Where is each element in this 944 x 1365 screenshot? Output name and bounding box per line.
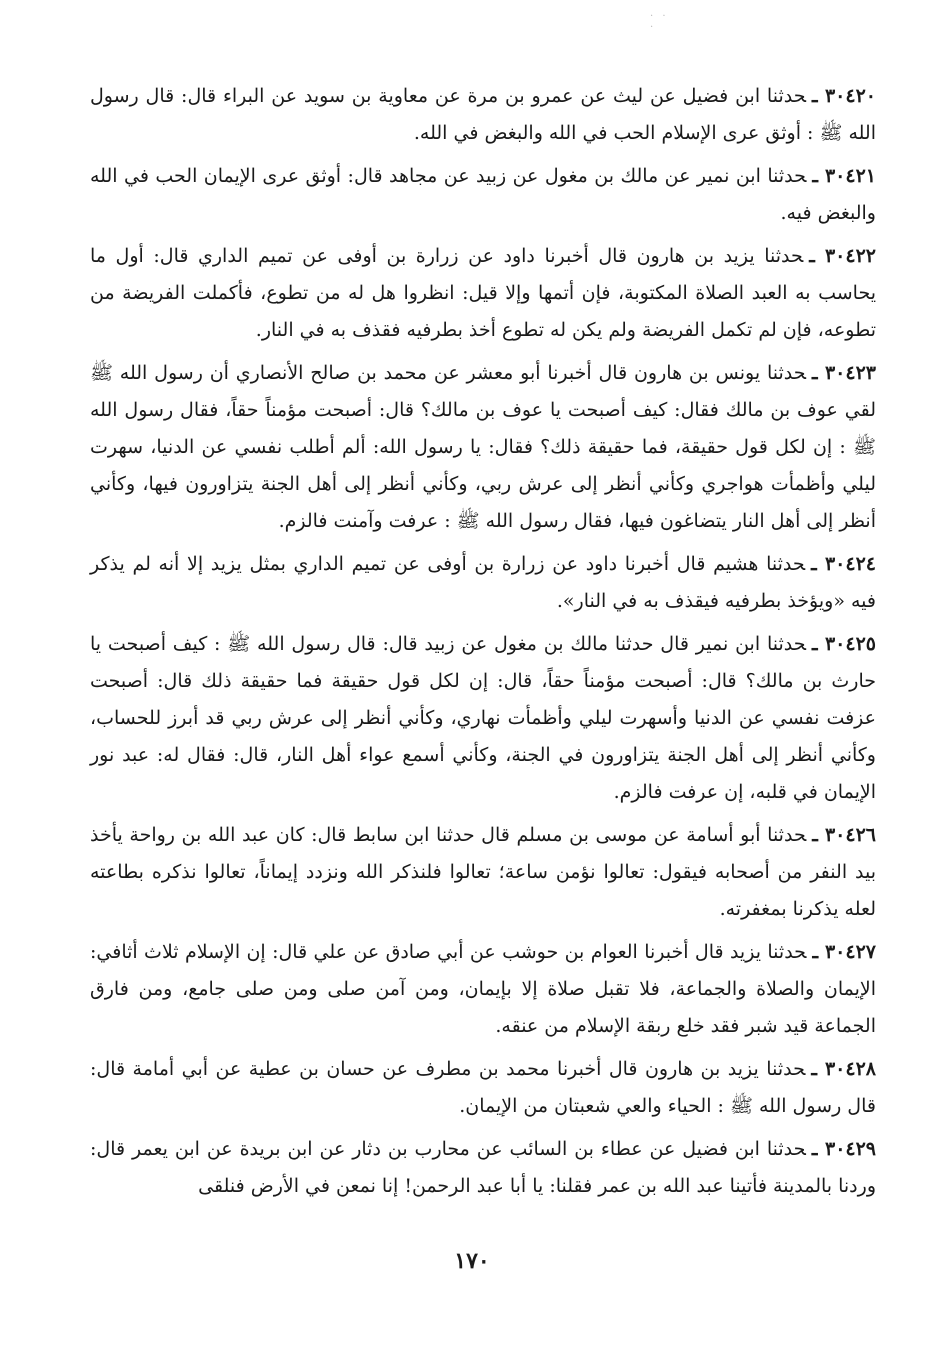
hadith-text: حدثنا ابن نمير قال حدثنا مالك بن مغول عن زبيد قال: قال رسول الله ﷺ : كيف أصبحت يا حارث بن مالك؟ قال: أصبحت مؤمناً حقاً، قال: إن لكل قول حقيقة فما حقيقة ذلك قال: أصبحت عزفت نفسي عن الدنيا وأسهرت ليلي وأظمأت نهاري، وكأني أنظر إلى عرش ربي قد أبرز للحساب، وكأني أنظر إلى أهل الجنة يتزاورون في الجنة، وكأني أسمع عواء أهل النار، قال: فقال له: عبد نور الإيمان في قلبه، إن عرفت فالزم. [90,633,876,803]
hadith-entry-30425 [90,626,876,811]
hadith-text: حدثنا يزيد بن هارون قال أخبرنا داود عن زرارة بن أوفى عن تميم الداري قال: أول ما يحاسب به العبد الصلاة المكتوبة، فإن أتمها وإلا قيل: انظروا هل له من تطوع، فأكملت الفريضة من تطوعه، فإن لم تكمل الفريضة ولم يكن له تطوع أخذ بطرفيه فقذف به في النار. [90,245,876,341]
hadith-entry-30420 [90,78,876,152]
hadith-number: ٣٠٤٢٩ ـ [811,1138,877,1160]
hadith-number: ٣٠٤٢٨ ـ [811,1058,876,1080]
hadith-text: حدثنا أبو أسامة عن موسى بن مسلم قال حدثنا ابن سابط قال: كان عبد الله بن رواحة يأخذ بيد النفر من أصحابه فيقول: تعالوا نؤمن ساعة؛ تعالوا فلنذكر الله ونزدد إيماناً، تعالوا نذكره بطاعته لعله يذكرنا بمغفرته. [90,824,876,920]
hadith-text: حدثنا يزيد بن هارون قال أخبرنا محمد بن مطرف عن حسان بن عطية عن أبي أمامة قال: قال رسول الله ﷺ : الحياء والعي شعبتان من الإيمان. [90,1058,876,1117]
hadith-number: ٣٠٤٢٣ ـ [812,362,876,384]
hadith-number: ٣٠٤٢٦ ـ [812,824,876,846]
hadith-number: ٣٠٤٢٥ ـ [812,633,876,655]
page-number: ١٧٠ [454,1248,490,1274]
hadith-number: ٣٠٤٢١ ـ [812,165,876,187]
hadith-text: حدثنا ابن فضيل عن ليث عن عمرو بن مرة عن معاوية بن سويد عن البراء قال: قال رسول الله ﷺ : أوثق عرى الإسلام الحب في الله والبغض في الله. [90,85,876,144]
hadith-text: حدثنا ابن فضيل عن عطاء بن السائب عن محارب بن دثار عن ابن بريدة عن ابن يعمر قال: وردنا بالمدينة فأتينا عبد الله بن عمر فقلنا: يا أبا عبد الرحمن! إنا نمعن في الأرض فنلقى [90,1138,876,1197]
hadith-entry-30428 [90,1051,876,1125]
hadith-entry-30429 [90,1131,876,1205]
hadith-entry-30421 [90,158,876,232]
hadith-number: ٣٠٤٢٢ ـ [809,245,876,267]
hadith-entry-30424 [90,546,876,620]
scan-speck: . . . [650,8,669,30]
hadith-number: ٣٠٤٢٠ ـ [811,85,876,107]
hadith-number: ٣٠٤٢٧ ـ [812,941,876,963]
hadith-text: حدثنا يزيد قال أخبرنا العوام بن حوشب عن أبي صادق عن علي قال: إن الإسلام ثلاث أثافي: الإيمان والصلاة والجماعة، فلا تقبل صلاة إلا بإيمان، ومن آمن صلى ومن صلى جامع، ومن فارق الجماعة قيد شبر فقد خلع ربقة الإسلام من عنقه. [90,941,876,1037]
hadith-text: حدثنا هشيم قال أخبرنا داود عن زرارة بن أوفى عن تميم الداري بمثل يزيد إلا أنه لم يذكر فيه «ويؤخذ بطرفيه فيقذف به في النار». [90,553,876,612]
hadith-entry-30422 [90,238,876,349]
hadith-text: حدثنا ابن نمير عن مالك بن مغول عن زبيد عن مجاهد قال: أوثق عرى الإيمان الحب في الله والبغض فيه. [90,165,876,224]
hadith-entry-30427 [90,934,876,1045]
page-body [90,78,876,1211]
hadith-entry-30423 [90,355,876,540]
hadith-entry-30426 [90,817,876,928]
hadith-number: ٣٠٤٢٤ ـ [811,553,876,575]
hadith-text: حدثنا يونس بن هارون قال أخبرنا أبو معشر عن محمد بن صالح الأنصاري أن رسول الله ﷺ لقي عوف بن مالك فقال: كيف أصبحت يا عوف بن مالك؟ قال: أصبحت مؤمناً حقاً، فقال رسول الله ﷺ : إن لكل قول حقيقة، فما حقيقة ذلك؟ فقال: يا رسول الله: ألم أطلب نفسي عن الدنيا، سهرت ليلي وأظمأت هواجري وكأني أنظر إلى عرش ربي، وكأني أنظر إلى أهل الجنة يتزاورون فيها، وكأني أنظر إلى أهل النار يتضاغون فيها، فقال رسول الله ﷺ : عرفت وآمنت فالزم. [90,362,876,532]
